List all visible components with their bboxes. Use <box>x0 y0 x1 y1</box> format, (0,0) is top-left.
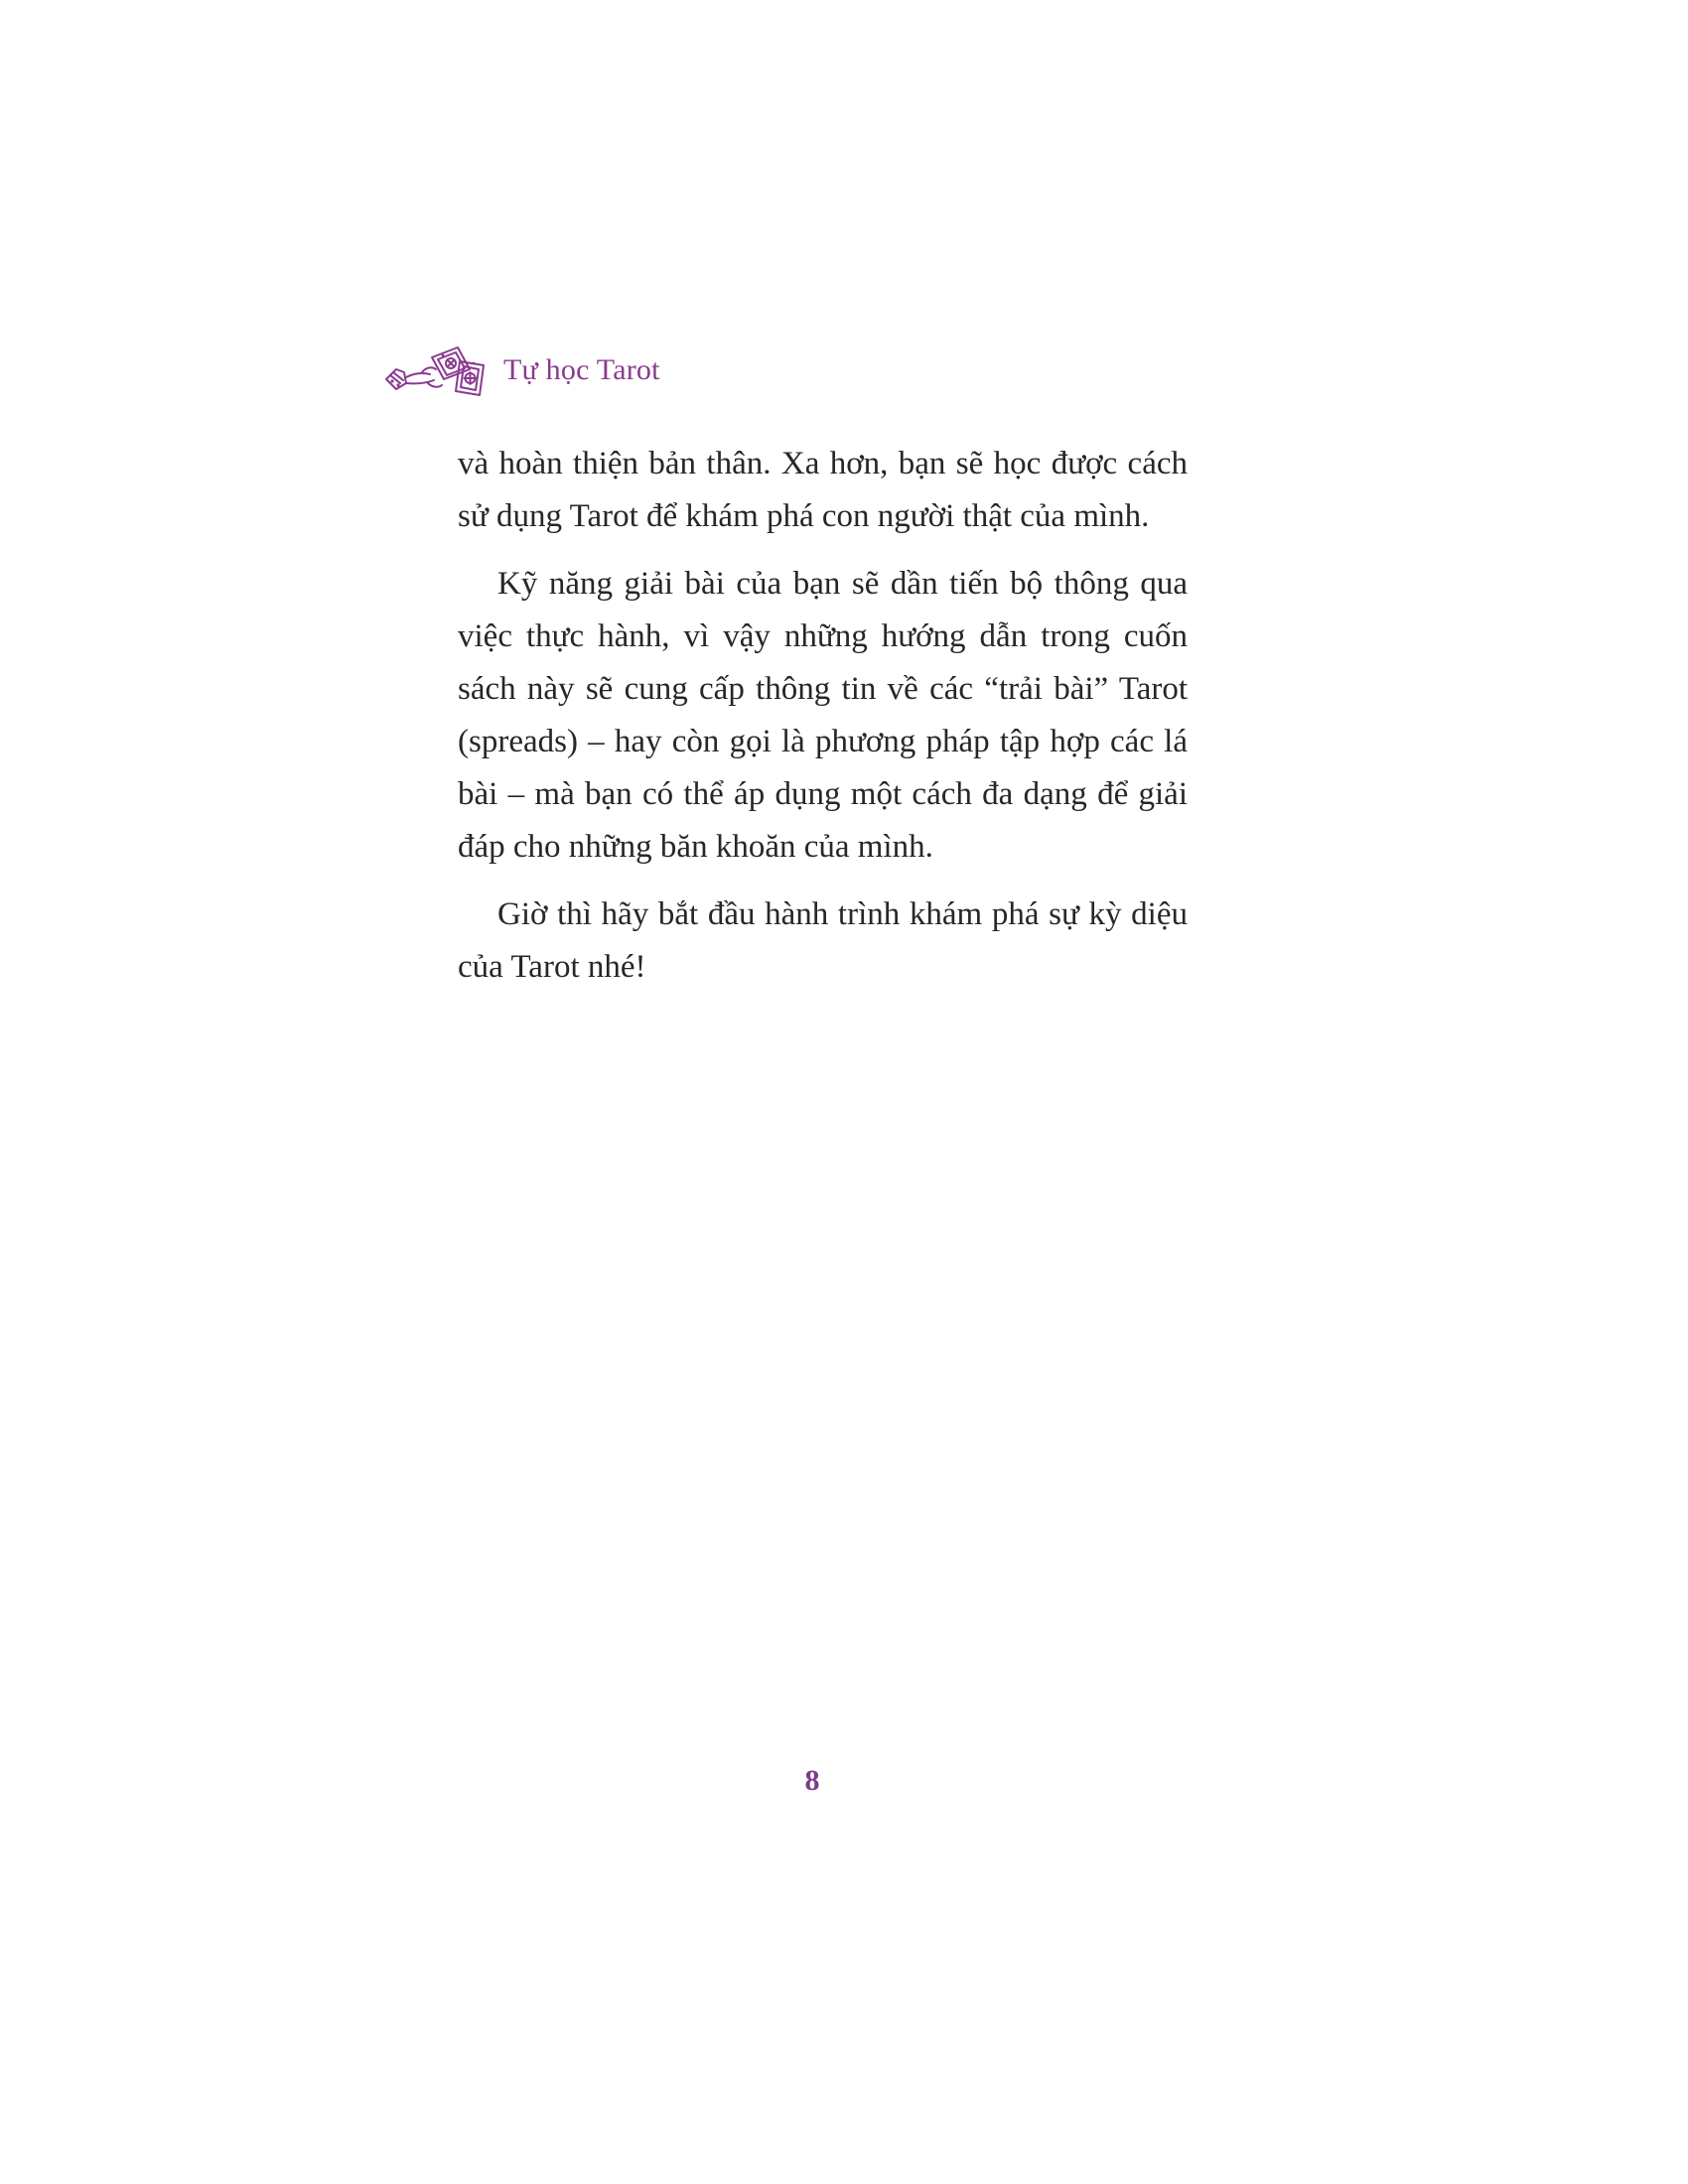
tarot-cards-icon <box>382 340 492 401</box>
page-number: 8 <box>804 1764 820 1797</box>
running-header <box>382 336 660 405</box>
paragraph-reading-skills: Kỹ năng giải bài của bạn sẽ dần tiến bộ thông qua việc thực hành, vì vậy những hướng dẫn trong cuốn sách này sẽ cung cấp thông tin về các “trải bài” Tarot (spreads) – hay còn gọi là phương pháp tập hợp các lá bài – mà bạn có thể áp dụng một cách đa dạng để giải đáp cho những băn khoăn của mình. <box>458 566 1188 865</box>
body-text <box>458 438 1188 994</box>
running-header-title: Tự học Tarot <box>503 353 660 386</box>
paragraph-continued: và hoàn thiện bản thân. Xa hơn, bạn sẽ học được cách sử dụng Tarot để khám phá con người thật của mình. <box>458 446 1188 534</box>
paragraph-closing: Giờ thì hãy bắt đầu hành trình khám phá sự kỳ diệu của Tarot nhé! <box>458 896 1188 985</box>
